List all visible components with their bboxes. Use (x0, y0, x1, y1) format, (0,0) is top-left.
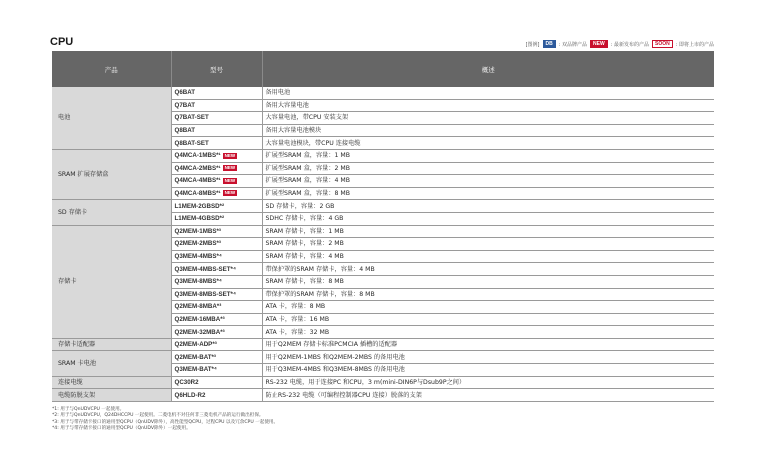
new-badge: NEW (224, 165, 236, 171)
header-product: 产品 (52, 51, 171, 87)
model-cell (171, 187, 262, 200)
model-cell (171, 87, 262, 99)
model-cell (171, 112, 262, 125)
model-text: Q8BAT (174, 127, 196, 135)
product-group-cell: SD 存储卡 (52, 200, 171, 225)
model-cell (171, 200, 262, 213)
new-badge: NEW (590, 40, 608, 48)
model-text: Q2MEM-32MBA*³ (174, 328, 225, 336)
model-cell (171, 212, 262, 225)
model-cell (171, 288, 262, 301)
description-cell: 扩展型SRAM 盒，容量：8 MB (262, 187, 714, 200)
header-overview: 概述 (262, 51, 714, 87)
product-group-cell: 连接电缆 (52, 376, 171, 389)
model-text: Q6HLD-R2 (174, 391, 206, 399)
table-row (52, 225, 714, 238)
model-cell (171, 364, 262, 377)
footnote-4: *4: 用于与带存储卡接口的通用型QCPU（QnUDV除外）一起使用。 (52, 426, 191, 432)
description-cell: SRAM 存储卡，容量：2 MB (262, 238, 714, 251)
description-cell: SDHC 存储卡，容量：4 GB (262, 212, 714, 225)
model-text: Q3MEM-8MBS-SET*⁴ (174, 290, 237, 298)
product-group-cell: 电池 (52, 87, 171, 149)
table-body (52, 87, 714, 401)
new-badge: NEW (224, 152, 236, 158)
description-cell: 带保护罩的SRAM 存储卡，容量：4 MB (262, 263, 714, 276)
model-cell (171, 149, 262, 162)
model-text: L1MEM-4GBSD*² (174, 215, 225, 223)
db-badge: DB (543, 40, 556, 48)
model-cell (171, 301, 262, 314)
product-group-cell: SRAM 扩展存储盒 (52, 149, 171, 199)
product-group-cell: 存储卡 (52, 225, 171, 338)
model-cell (171, 389, 262, 402)
new-legend-text: : 最新发布的产品 (610, 41, 649, 48)
description-cell: ATA 卡，容量：8 MB (262, 301, 714, 314)
model-cell (171, 376, 262, 389)
description-cell: 用于Q3MEM-4MBS 和Q3MEM-8MBS 的备用电池 (262, 364, 714, 377)
description-cell: 防止RS-232 电缆（可编程控制器CPU 连接）脱落的支架 (262, 389, 714, 402)
model-cell (171, 225, 262, 238)
description-cell: ATA 卡，容量：16 MB (262, 313, 714, 326)
description-cell: 用于Q2MEM-1MBS 和Q2MEM-2MBS 的备用电池 (262, 351, 714, 364)
description-cell: RS-232 电缆，用于连接PC 和CPU，3 m(mini-DIN6P与Dsub9P之间） (262, 376, 714, 389)
product-group-cell: 电缆防脱支架 (52, 389, 171, 402)
page-title: CPU (50, 36, 74, 48)
table-row (52, 351, 714, 364)
model-text: Q4MCA-4MBS*¹ (174, 177, 221, 185)
model-cell (171, 124, 262, 137)
description-cell: SRAM 存储卡，容量：8 MB (262, 275, 714, 288)
model-text: Q2MEM-2MBS*³ (174, 240, 221, 248)
table-row (52, 376, 714, 389)
description-cell: ATA 卡，容量：32 MB (262, 326, 714, 339)
model-text: Q3MEM-BAT*⁴ (174, 366, 217, 374)
model-cell (171, 238, 262, 251)
model-cell (171, 263, 262, 276)
model-cell (171, 326, 262, 339)
table-row (52, 338, 714, 351)
table-row (52, 200, 714, 213)
product-group-cell: 存储卡适配器 (52, 338, 171, 351)
table-header-row (52, 51, 714, 87)
description-cell: 备用电池 (262, 87, 714, 99)
model-cell (171, 275, 262, 288)
model-cell (171, 338, 262, 351)
model-text: L1MEM-2GBSD*² (174, 202, 225, 210)
model-text: Q2MEM-BAT*³ (174, 353, 216, 361)
model-text: QC30R2 (174, 378, 199, 386)
description-cell: 带保护罩的SRAM 存储卡，容量：8 MB (262, 288, 714, 301)
soon-badge: SOON (652, 40, 673, 48)
product-table (52, 51, 714, 402)
model-text: Q4MCA-2MBS*¹ (174, 164, 221, 172)
model-cell (171, 137, 262, 150)
model-cell (171, 175, 262, 188)
footnote-3: *3: 用于与带存储卡接口的通用型QCPU（QnUDV除外），高性能型QCPU，过程CPU 以及冗余CPU 一起使用。 (52, 419, 279, 425)
model-text: Q7BAT-SET (174, 114, 209, 122)
legend-prefix: [图例] (525, 41, 540, 48)
model-cell (171, 250, 262, 263)
description-cell: 大容量电池模块，带CPU 连接电缆 (262, 137, 714, 150)
description-cell: SRAM 存储卡，容量：4 MB (262, 250, 714, 263)
model-text: Q8BAT-SET (174, 139, 209, 147)
footnotes (52, 407, 278, 433)
table-row (52, 389, 714, 402)
model-cell (171, 162, 262, 175)
table-row (52, 87, 714, 99)
description-cell: 扩展型SRAM 盒，容量：4 MB (262, 175, 714, 188)
model-text: Q2MEM-16MBA*³ (174, 315, 225, 323)
product-group-cell: SRAM 卡电池 (52, 351, 171, 376)
footnote-1: *1: 用于与QnUDVCPU 一起使用。 (52, 407, 125, 412)
model-text: Q7BAT (174, 101, 196, 109)
footnote-2: *2: 用于与QnUDVCPU，Q24DHCCPU 一起使用。二菱电机不对任何非三菱电机产品的运行做出担保。 (52, 413, 264, 419)
model-text: Q3MEM-4MBS*⁴ (174, 253, 222, 261)
description-cell: 扩展型SRAM 盒，容量：1 MB (262, 149, 714, 162)
table-row (52, 149, 714, 162)
description-cell: 扩展型SRAM 盒，容量：2 MB (262, 162, 714, 175)
description-cell: SRAM 存储卡，容量：1 MB (262, 225, 714, 238)
model-text: Q6BAT (174, 89, 196, 97)
header-model: 型号 (171, 51, 262, 87)
model-text: Q4MCA-8MBS*¹ (174, 190, 221, 198)
new-badge: NEW (224, 177, 236, 183)
model-text: Q4MCA-1MBS*¹ (174, 152, 221, 160)
description-cell: 备用大容量电池模块 (262, 124, 714, 137)
soon-legend-text: : 即将上市的产品 (675, 41, 714, 48)
new-badge: NEW (224, 190, 236, 196)
description-cell: 大容量电池，带CPU 安装支架 (262, 112, 714, 125)
model-text: Q3MEM-8MBS*⁴ (174, 278, 222, 286)
description-cell: 备用大容量电池 (262, 99, 714, 112)
description-cell: 用于Q2MEM 存储卡标准PCMCIA 插槽的适配器 (262, 338, 714, 351)
model-text: Q2MEM-8MBA*³ (174, 303, 222, 311)
db-legend-text: : 双品牌产品 (558, 41, 588, 48)
model-text: Q3MEM-4MBS-SET*⁴ (174, 265, 237, 273)
legend (526, 40, 714, 48)
description-cell: SD 存储卡，容量：2 GB (262, 200, 714, 213)
model-text: Q2MEM-1MBS*³ (174, 227, 221, 235)
model-cell (171, 351, 262, 364)
model-text: Q2MEM-ADP*³ (174, 341, 217, 349)
model-cell (171, 99, 262, 112)
model-cell (171, 313, 262, 326)
